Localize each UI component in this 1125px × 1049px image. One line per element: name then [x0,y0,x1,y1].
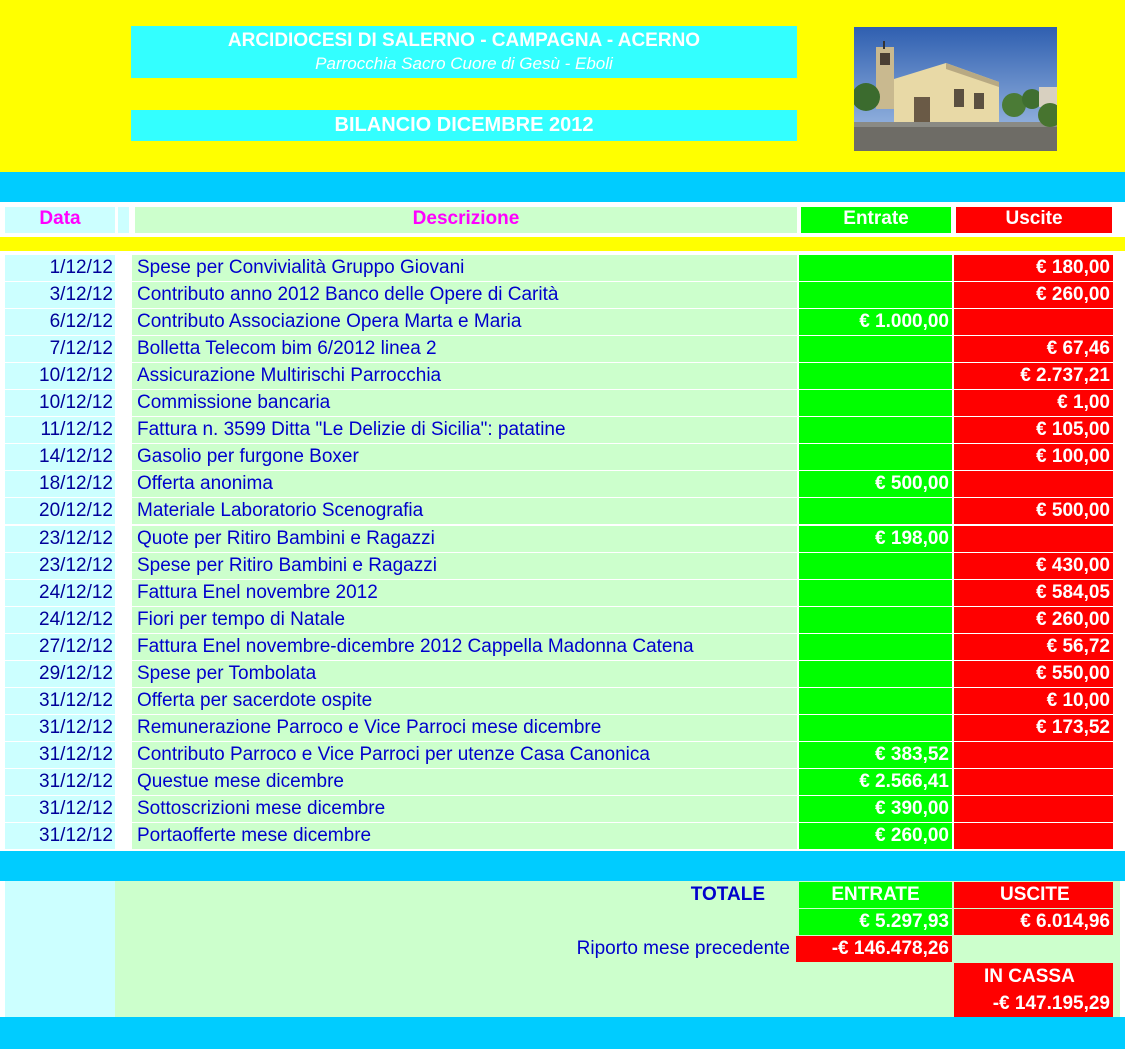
row-income [799,390,952,416]
table-row [0,715,1125,742]
row-income [799,715,952,741]
row-income [799,417,952,443]
row-income [799,580,952,606]
row-description: Remunerazione Parroco e Vice Parroci mese dicembre [131,715,797,741]
table-row [0,580,1125,607]
row-date: 18/12/12 [5,471,115,497]
row-description: Questue mese dicembre [131,769,797,795]
row-income: € 2.566,41 [799,769,952,795]
row-description: Fattura Enel novembre 2012 [131,580,797,606]
row-income: € 198,00 [799,526,952,552]
table-row [0,634,1125,661]
row-income [799,688,952,714]
row-date: 3/12/12 [5,282,115,308]
diocese-title: ARCIDIOCESI DI SALERNO - CAMPAGNA - ACERNO [227,30,701,51]
column-header-description: Descrizione [135,207,797,233]
church-photo [854,27,1057,151]
church-photo-image [854,27,1057,151]
row-description: Offerta per sacerdote ospite [131,688,797,714]
row-expense: € 500,00 [954,498,1113,524]
row-expense: € 56,72 [954,634,1113,660]
row-income [799,498,952,524]
row-date: 10/12/12 [5,390,115,416]
row-expense: € 2.737,21 [954,363,1113,389]
totals-expense-value: € 6.014,96 [954,909,1113,935]
row-date: 31/12/12 [5,796,115,822]
row-expense: € 1,00 [954,390,1113,416]
row-expense: € 584,05 [954,580,1113,606]
row-expense: € 260,00 [954,607,1113,633]
row-date: 23/12/12 [5,553,115,579]
row-date: 1/12/12 [5,255,115,281]
row-expense [954,471,1113,497]
cash-box [954,963,1113,1017]
report-title: BILANCIO DICEMBRE 2012 [131,110,797,141]
row-date: 31/12/12 [5,688,115,714]
row-expense: € 430,00 [954,553,1113,579]
row-description: Assicurazione Multirischi Parrocchia [131,363,797,389]
table-row [0,823,1125,850]
table-row [0,796,1125,823]
row-date: 6/12/12 [5,309,115,335]
table-row [0,471,1125,498]
cash-label: IN CASSA [984,966,1075,987]
row-income [799,255,952,281]
row-description: Contributo Parroco e Vice Parroci per utenze Casa Canonica [131,742,797,768]
column-header-gap [118,207,129,233]
table-row [0,661,1125,688]
header-separator [0,237,1125,251]
row-date: 31/12/12 [5,823,115,849]
table-row [0,282,1125,309]
row-description: Spese per Tombolata [131,661,797,687]
row-income: € 500,00 [799,471,952,497]
row-date: 29/12/12 [5,661,115,687]
separator-band [0,172,1125,202]
totals-left-panel [5,881,115,1017]
row-expense: € 105,00 [954,417,1113,443]
row-description: Sottoscrizioni mese dicembre [131,796,797,822]
row-date: 27/12/12 [5,634,115,660]
row-income [799,282,952,308]
row-date: 24/12/12 [5,580,115,606]
row-expense: € 100,00 [954,444,1113,470]
row-description: Fiori per tempo di Natale [131,607,797,633]
row-income: € 1.000,00 [799,309,952,335]
row-description: Contributo anno 2012 Banco delle Opere di Carità [131,282,797,308]
row-expense [954,742,1113,768]
row-date: 23/12/12 [5,526,115,552]
row-expense: € 180,00 [954,255,1113,281]
table-row [0,607,1125,634]
row-income [799,607,952,633]
row-description: Contributo Associazione Opera Marta e Maria [131,309,797,335]
row-income [799,444,952,470]
row-description: Quote per Ritiro Bambini e Ragazzi [131,526,797,552]
row-income [799,634,952,660]
row-expense [954,823,1113,849]
row-date: 7/12/12 [5,336,115,362]
row-date: 31/12/12 [5,769,115,795]
table-row [0,363,1125,390]
row-description: Fattura Enel novembre-dicembre 2012 Cappella Madonna Catena [131,634,797,660]
row-income [799,363,952,389]
row-date: 11/12/12 [5,417,115,443]
table-row [0,444,1125,471]
table-row [0,255,1125,282]
row-date: 31/12/12 [5,742,115,768]
table-row [0,688,1125,715]
row-expense: € 260,00 [954,282,1113,308]
row-date: 14/12/12 [5,444,115,470]
row-description: Gasolio per furgone Boxer [131,444,797,470]
row-income: € 383,52 [799,742,952,768]
diocese-box [131,26,797,78]
row-expense [954,769,1113,795]
row-date: 24/12/12 [5,607,115,633]
table-row [0,553,1125,580]
carryover-value: -€ 146.478,26 [796,936,952,962]
table-row [0,498,1125,525]
row-description: Fattura n. 3599 Ditta "Le Delizie di Sicilia": patatine [131,417,797,443]
row-date: 10/12/12 [5,363,115,389]
table-row [0,769,1125,796]
column-header-expense: Uscite [956,207,1112,233]
totals-income-value: € 5.297,93 [799,909,952,935]
row-description: Portaofferte mese dicembre [131,823,797,849]
column-header-income: Entrate [801,207,951,233]
table-row [0,742,1125,769]
row-expense [954,309,1113,335]
row-expense [954,526,1113,552]
totals-separator-band [0,851,1125,881]
totals-label: TOTALE [690,884,765,905]
row-income [799,661,952,687]
row-date: 31/12/12 [5,715,115,741]
table-row [0,526,1125,553]
table-row [0,417,1125,444]
row-description: Offerta anonima [131,471,797,497]
row-income: € 390,00 [799,796,952,822]
table-row [0,336,1125,363]
row-description: Spese per Ritiro Bambini e Ragazzi [131,553,797,579]
row-description: Bolletta Telecom bim 6/2012 linea 2 [131,336,797,362]
column-header-date: Data [5,207,115,233]
row-description: Commissione bancaria [131,390,797,416]
table-row [0,309,1125,336]
row-date: 20/12/12 [5,498,115,524]
parish-subtitle: Parrocchia Sacro Cuore di Gesù - Eboli [315,54,613,73]
row-expense [954,796,1113,822]
row-description: Spese per Convivialità Gruppo Giovani [131,255,797,281]
totals-income-label: ENTRATE [799,882,952,908]
row-expense: € 67,46 [954,336,1113,362]
row-income [799,336,952,362]
row-expense: € 550,00 [954,661,1113,687]
cash-value: -€ 147.195,29 [992,993,1110,1014]
carryover-label: Riporto mese precedente [576,938,790,959]
totals-expense-label: USCITE [954,882,1113,908]
row-description: Materiale Laboratorio Scenografia [131,498,797,524]
footer-band [0,1017,1125,1049]
table-row [0,390,1125,417]
row-income: € 260,00 [799,823,952,849]
row-expense: € 10,00 [954,688,1113,714]
row-expense: € 173,52 [954,715,1113,741]
row-income [799,553,952,579]
